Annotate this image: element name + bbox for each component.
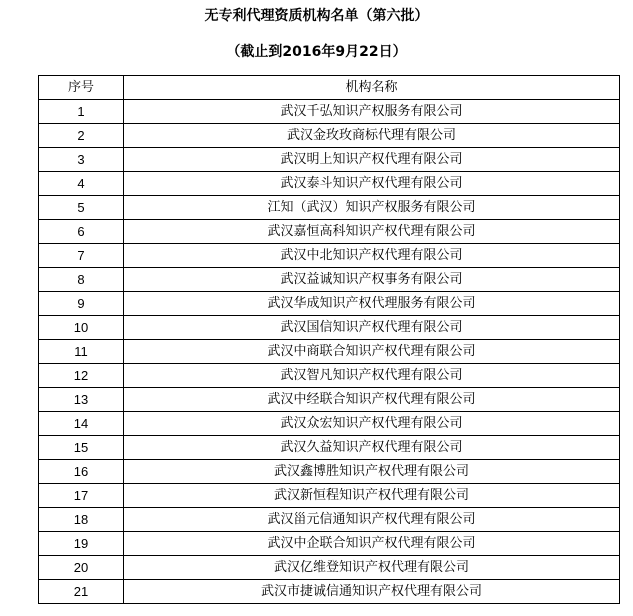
table-row [39, 508, 620, 532]
table-row [39, 364, 620, 388]
agency-name: 武汉众宏知识产权代理有限公司 [124, 412, 620, 436]
table-row [39, 316, 620, 340]
page-title: 无专利代理资质机构名单（第六批） [204, 8, 429, 24]
row-number: 15 [39, 436, 124, 460]
agency-name: 武汉金玫玫商标代理有限公司 [124, 124, 620, 148]
agency-name: 武汉久益知识产权代理有限公司 [124, 436, 620, 460]
agency-name: 武汉智凡知识产权代理有限公司 [124, 364, 620, 388]
row-number: 17 [39, 484, 124, 508]
table-row [39, 340, 620, 364]
table-row [39, 172, 620, 196]
table-row [39, 268, 620, 292]
row-number: 3 [39, 148, 124, 172]
agency-name: 武汉中商联合知识产权代理有限公司 [124, 340, 620, 364]
table-row [39, 484, 620, 508]
agency-name: 武汉国信知识产权代理有限公司 [124, 316, 620, 340]
row-number: 6 [39, 220, 124, 244]
row-number: 16 [39, 460, 124, 484]
row-number: 4 [39, 172, 124, 196]
row-number: 21 [39, 580, 124, 604]
column-header-number: 序号 [39, 76, 124, 100]
table-row [39, 436, 620, 460]
agency-name: 武汉华成知识产权代理服务有限公司 [124, 292, 620, 316]
agency-name: 武汉千弘知识产权服务有限公司 [124, 100, 620, 124]
row-number: 12 [39, 364, 124, 388]
agency-name: 武汉新恒程知识产权代理有限公司 [124, 484, 620, 508]
table-row [39, 244, 620, 268]
table-row [39, 292, 620, 316]
agency-name: 江知（武汉）知识产权服务有限公司 [124, 196, 620, 220]
agency-table [38, 75, 620, 604]
agency-name: 武汉嘉恒高科知识产权代理有限公司 [124, 220, 620, 244]
table-row [39, 388, 620, 412]
row-number: 20 [39, 556, 124, 580]
row-number: 13 [39, 388, 124, 412]
row-number: 1 [39, 100, 124, 124]
table-row [39, 460, 620, 484]
table-row [39, 532, 620, 556]
table-row [39, 196, 620, 220]
row-number: 9 [39, 292, 124, 316]
agency-name: 武汉中北知识产权代理有限公司 [124, 244, 620, 268]
agency-name: 武汉泰斗知识产权代理有限公司 [124, 172, 620, 196]
row-number: 8 [39, 268, 124, 292]
agency-name: 武汉亿维登知识产权代理有限公司 [124, 556, 620, 580]
table-row [39, 148, 620, 172]
row-number: 10 [39, 316, 124, 340]
table-header-row [39, 76, 620, 100]
table-row [39, 580, 620, 604]
row-number: 11 [39, 340, 124, 364]
row-number: 2 [39, 124, 124, 148]
table-row [39, 124, 620, 148]
column-header-name: 机构名称 [124, 76, 620, 100]
row-number: 7 [39, 244, 124, 268]
agency-name: 武汉中经联合知识产权代理有限公司 [124, 388, 620, 412]
row-number: 18 [39, 508, 124, 532]
agency-name: 武汉市捷诚信通知识产权代理有限公司 [124, 580, 620, 604]
agency-name: 武汉鑫博胜知识产权代理有限公司 [124, 460, 620, 484]
row-number: 5 [39, 196, 124, 220]
agency-name: 武汉明上知识产权代理有限公司 [124, 148, 620, 172]
page-subtitle: （截止到2016年9月22日） [226, 44, 407, 60]
table-row [39, 556, 620, 580]
table-body [39, 100, 620, 604]
table-row [39, 220, 620, 244]
row-number: 14 [39, 412, 124, 436]
row-number: 19 [39, 532, 124, 556]
table-row [39, 412, 620, 436]
agency-name: 武汉甾元信通知识产权代理有限公司 [124, 508, 620, 532]
agency-name: 武汉益诚知识产权事务有限公司 [124, 268, 620, 292]
agency-name: 武汉中企联合知识产权代理有限公司 [124, 532, 620, 556]
table-row [39, 100, 620, 124]
